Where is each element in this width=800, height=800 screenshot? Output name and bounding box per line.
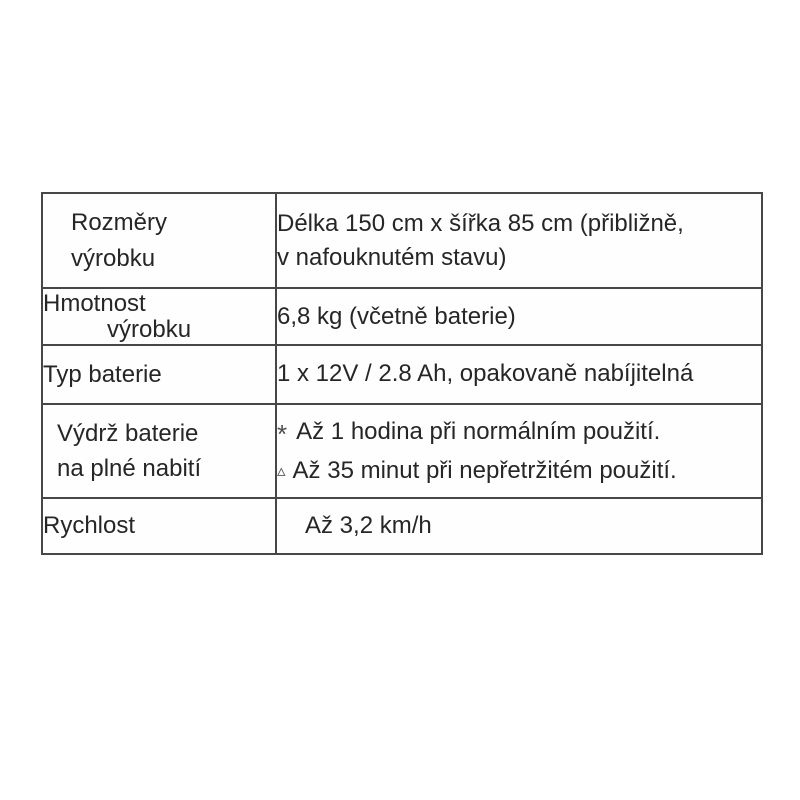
table-row-dimensions bbox=[42, 193, 762, 288]
battery-life-label-line-2: na plné nabití bbox=[57, 454, 202, 482]
battery-type-value: 1 x 12V / 2.8 Ah, opakovaně nabíjitelná bbox=[277, 360, 694, 388]
dimensions-label-line-1: Rozměry bbox=[71, 208, 168, 236]
speed-value: Až 3,2 km/h bbox=[305, 511, 432, 539]
speed-label-cell bbox=[42, 498, 276, 554]
weight-value-cell bbox=[276, 288, 762, 345]
battery-type-label-cell bbox=[42, 345, 276, 403]
weight-label-line-1: Hmotnost bbox=[43, 289, 146, 317]
weight-label-cell bbox=[42, 288, 276, 345]
table-row-battery-life bbox=[42, 404, 762, 498]
dimensions-value-line-2: v nafouknutém stavu) bbox=[277, 243, 507, 271]
table-row-weight bbox=[42, 288, 762, 345]
speed-value-cell bbox=[276, 498, 762, 554]
dimensions-value-cell bbox=[276, 193, 762, 288]
battery-life-label-line-1: Výdrž baterie bbox=[57, 419, 199, 447]
battery-life-label-cell bbox=[42, 404, 276, 498]
dimensions-label-line-2: výrobku bbox=[71, 244, 156, 272]
weight-value: 6,8 kg (včetně baterie) bbox=[277, 302, 516, 330]
battery-type-value-cell bbox=[276, 345, 762, 403]
battery-life-continuous-use-text: Až 35 minut při nepřetržitém použití. bbox=[292, 456, 677, 484]
speed-label: Rychlost bbox=[43, 512, 136, 540]
weight-label-line-2: výrobku bbox=[107, 315, 192, 343]
table-row-speed bbox=[42, 498, 762, 554]
dimensions-value-line-1: Délka 150 cm x šířka 85 cm (přibližně, bbox=[277, 209, 684, 237]
battery-life-value-line-2: ▵ Až 35 minut při nepřetržitém použití. bbox=[277, 456, 677, 484]
product-spec-table bbox=[41, 192, 763, 555]
table-row-battery-type bbox=[42, 345, 762, 403]
battery-life-value-line-1: * Až 1 hodina při normálním použití. bbox=[277, 417, 661, 449]
battery-life-normal-use-text: Až 1 hodina při normálním použití. bbox=[296, 417, 661, 445]
dimensions-label-cell bbox=[42, 193, 276, 288]
battery-type-label: Typ baterie bbox=[43, 360, 162, 388]
battery-life-value-cell bbox=[276, 404, 762, 498]
